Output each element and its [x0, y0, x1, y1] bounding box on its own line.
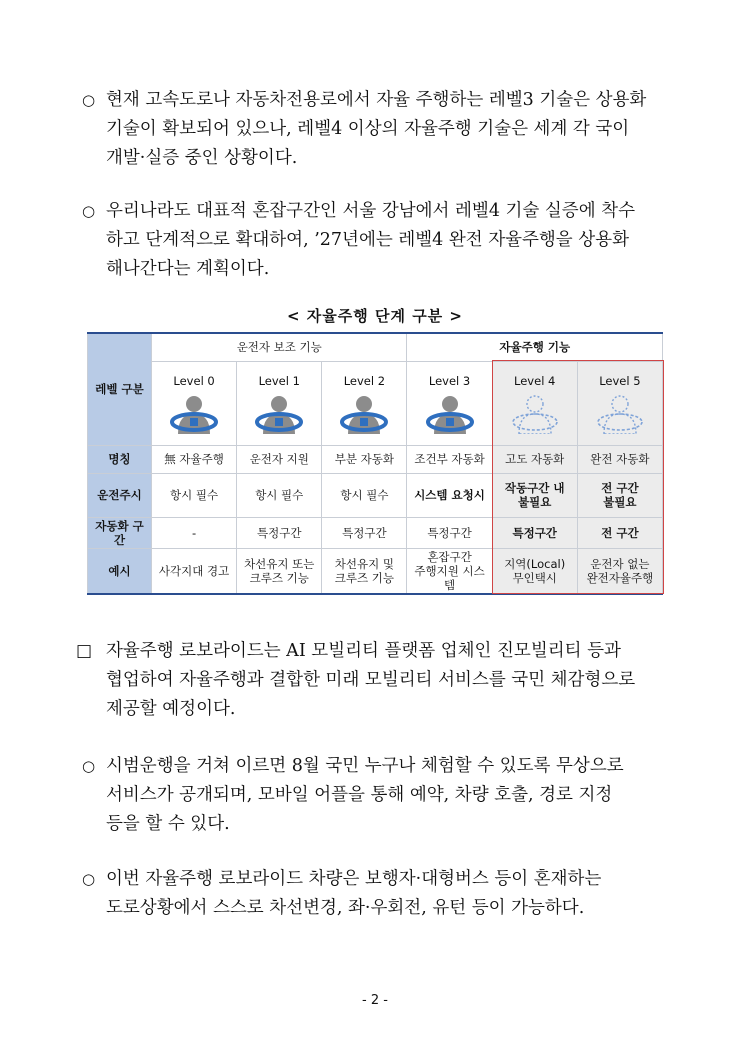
level-example: 사각지대 경고: [152, 548, 237, 594]
paragraph-4: [82, 752, 682, 839]
bullet-circle: ○: [82, 757, 96, 775]
group-driver-assist: 운전자 보조 기능: [152, 333, 407, 361]
page-number: - 2 -: [362, 993, 388, 1008]
level-label: Level 0: [173, 374, 215, 388]
paragraph-5: [82, 865, 682, 923]
group-autonomous: 자율주행 기능: [407, 333, 663, 361]
row-header-driver-watch: 운전주시: [88, 473, 152, 517]
paragraph-text: 이번 자율주행 로보라이드 차량은 보행자·대형버스 등이 혼재하는 도로상황에서 스스로 차선변경, 좌·우회전, 유턴 등이 가능하다.: [106, 869, 602, 918]
level-label: Level 1: [258, 374, 300, 388]
level-name: 운전자 지원: [237, 445, 322, 473]
paragraph-text: 현재 고속도로나 자동차전용로에서 자율 주행하는 레벨3 기술은 상용화 기술이 확보되어 있으나, 레벨4 이상의 자율주행 기술은 세계 각 국이 개발·실증 중인 상황이다.: [106, 90, 647, 168]
level-name: 고도 자동화: [492, 445, 577, 473]
level-example: 차선유지 및 크루즈 기능: [322, 548, 407, 594]
bullet-circle: ○: [82, 202, 96, 220]
level-label: Level 2: [343, 374, 386, 388]
level-cell: [152, 361, 237, 445]
empty-driver-seat-icon: [590, 394, 650, 434]
level-example: 지역(Local) 무인택시: [492, 548, 577, 594]
level-cell: [492, 361, 577, 445]
driver-steering-icon: [334, 394, 394, 434]
level-watch: 작동구간 내 불필요: [492, 473, 577, 517]
level-example: 운전자 없는 완전자율주행: [577, 548, 662, 594]
level-cell: [322, 361, 407, 445]
level-watch: 항시 필수: [237, 473, 322, 517]
level-cell: [237, 361, 322, 445]
row-header-example: 예시: [88, 548, 152, 594]
level-label: Level 5: [599, 374, 641, 388]
paragraph-2: [82, 197, 682, 284]
level-zone: 특정구간: [407, 517, 492, 548]
driver-steering-icon: [249, 394, 309, 434]
row-header-name: 명칭: [88, 445, 152, 473]
table-caption: < 자율주행 단계 구분 >: [287, 307, 463, 325]
level-name: 완전 자동화: [577, 445, 662, 473]
level-name: 조건부 자동화: [407, 445, 492, 473]
level-example: 혼잡구간 주행지원 시스템: [407, 548, 492, 594]
level-zone: -: [152, 517, 237, 548]
row-header-automation-zone: 자동화 구간: [88, 517, 152, 548]
bullet-circle: ○: [82, 870, 96, 888]
level-zone: 전 구간: [577, 517, 662, 548]
paragraph-3: [76, 637, 682, 724]
level-zone: 특정구간: [492, 517, 577, 548]
driver-steering-icon: [164, 394, 224, 434]
bullet-square: □: [76, 641, 93, 661]
level-cell: [577, 361, 662, 445]
autonomy-level-table: [87, 332, 663, 594]
empty-driver-seat-icon: [505, 394, 565, 434]
level-cell: [407, 361, 492, 445]
level-name: 無 자율주행: [152, 445, 237, 473]
level-watch: 시스템 요청시: [407, 473, 492, 517]
paragraph-text: 시범운행을 거쳐 이르면 8월 국민 누구나 체험할 수 있도록 무상으로 서비스가 공개되며, 모바일 어플을 통해 예약, 차량 호출, 경로 지정 등을 할 수 있다.: [106, 756, 624, 834]
level-label: Level 3: [428, 374, 471, 388]
level-watch: 항시 필수: [152, 473, 237, 517]
bullet-circle: ○: [82, 91, 96, 109]
paragraph-1: [82, 86, 682, 173]
level-label: Level 4: [514, 374, 556, 388]
level-zone: 특정구간: [237, 517, 322, 548]
row-header-level: 레벨 구분: [88, 333, 152, 445]
driver-steering-icon: [420, 394, 480, 434]
level-zone: 특정구간: [322, 517, 407, 548]
level-example: 차선유지 또는 크루즈 기능: [237, 548, 322, 594]
paragraph-text: 우리나라도 대표적 혼잡구간인 서울 강남에서 레벨4 기술 실증에 착수 하고 단계적으로 확대하여, ’27년에는 레벨4 완전 자율주행을 상용화 해나간다는 계획이다.: [106, 201, 635, 279]
paragraph-text: 자율주행 로보라이드는 AI 모빌리티 플랫폼 업체인 진모빌리티 등과 협업하여 자율주행과 결합한 미래 모빌리티 서비스를 국민 체감형으로 제공할 예정이다.: [106, 641, 636, 719]
level-name: 부분 자동화: [322, 445, 407, 473]
level-watch: 전 구간 불필요: [577, 473, 662, 517]
level-watch: 항시 필수: [322, 473, 407, 517]
